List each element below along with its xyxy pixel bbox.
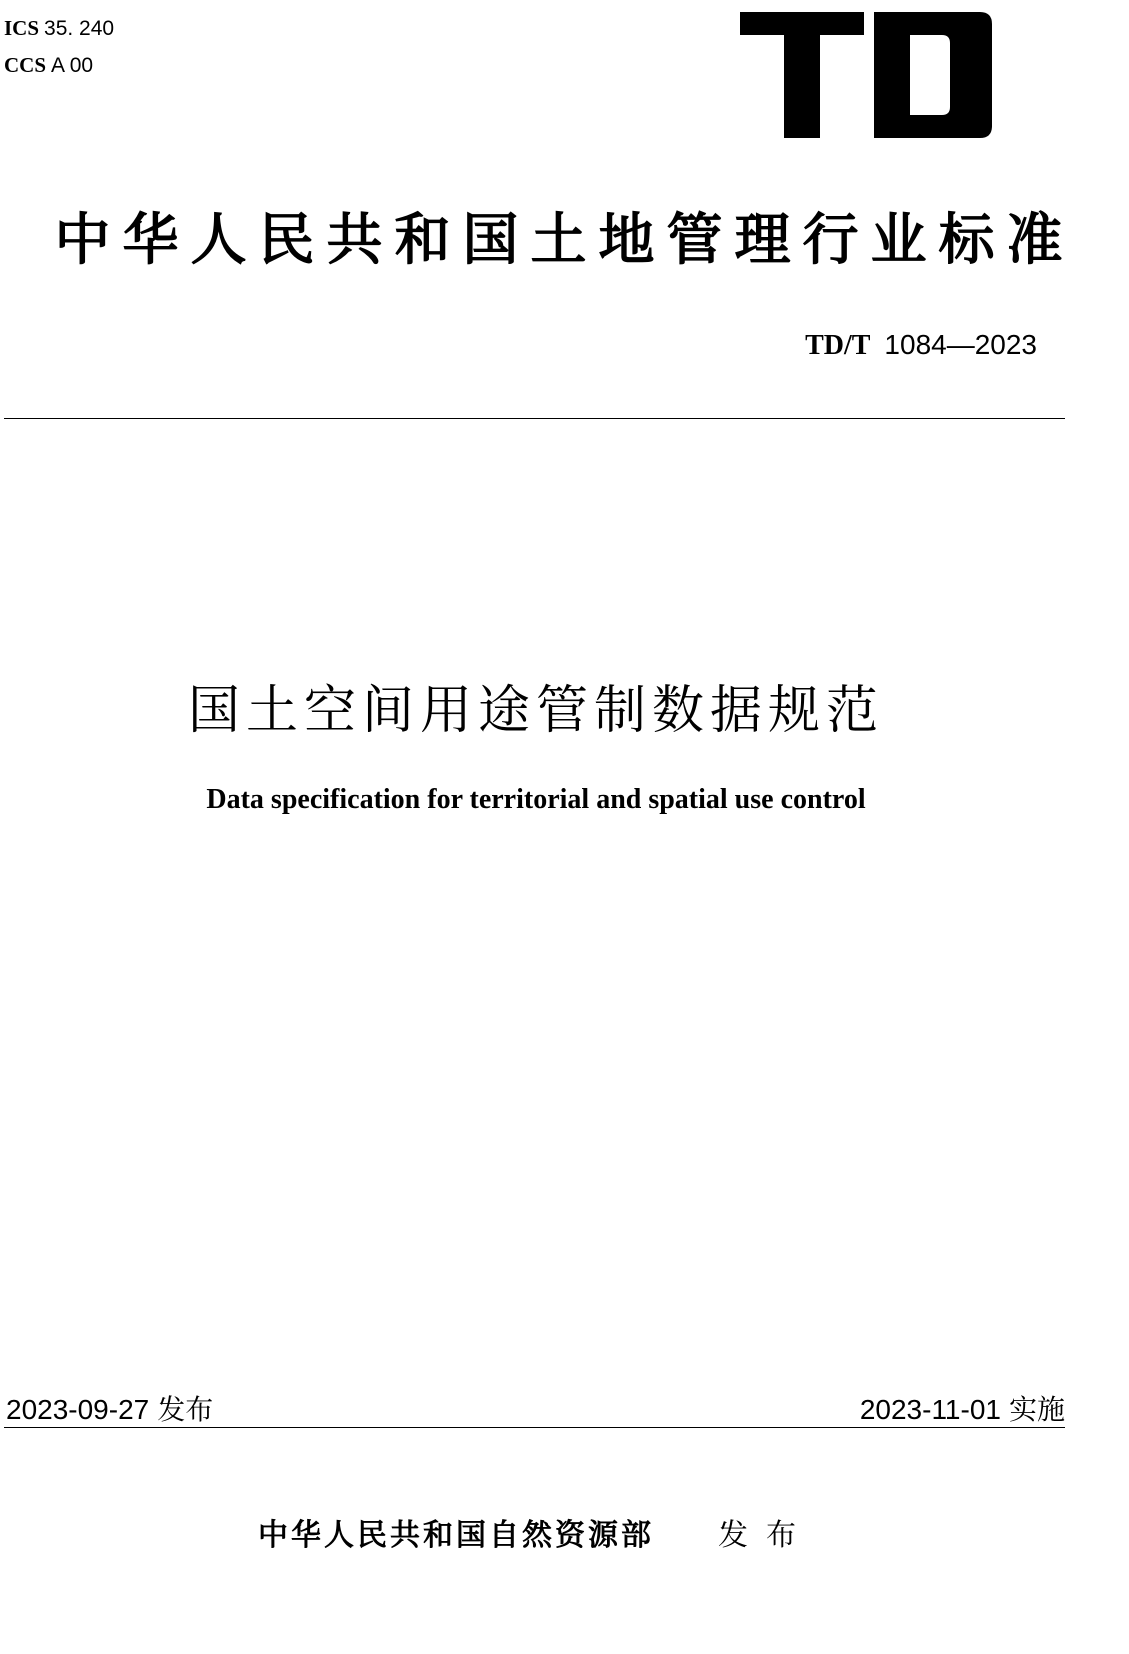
publisher-org: 中华人民共和国自然资源部 — [258, 1518, 654, 1553]
standard-number-value: 1084—2023 — [884, 329, 1037, 360]
standard-number — [805, 328, 1037, 362]
top-divider — [4, 418, 1065, 419]
issue-date — [6, 1388, 213, 1428]
document-title-chinese: 国土空间用途管制数据规范 — [187, 681, 884, 741]
ics-value: 35. 240 — [44, 17, 115, 40]
bottom-divider — [4, 1427, 1065, 1428]
td-logo — [740, 12, 996, 140]
ccs-code — [4, 47, 114, 84]
standard-number-prefix: TD/T — [805, 330, 871, 361]
implementation-date-label: 实施 — [1008, 1393, 1065, 1426]
implementation-date-value: 2023-11-01 — [859, 1394, 1001, 1425]
document-title-english: Data specification for territorial and spatial use control — [206, 784, 866, 815]
publisher — [0, 1510, 1072, 1554]
ccs-label: CCS — [4, 53, 47, 77]
classification-codes — [4, 10, 114, 84]
ics-code — [4, 10, 114, 47]
ics-label: ICS — [4, 16, 40, 40]
ccs-value: A 00 — [51, 54, 94, 77]
issue-date-value: 2023-09-27 — [6, 1394, 150, 1425]
publisher-action: 发布 — [718, 1518, 814, 1553]
issue-date-label: 发布 — [157, 1393, 214, 1426]
implementation-date — [860, 1388, 1065, 1428]
standard-category-title: 中华人民共和国土地管理行业标准 — [54, 208, 1075, 273]
